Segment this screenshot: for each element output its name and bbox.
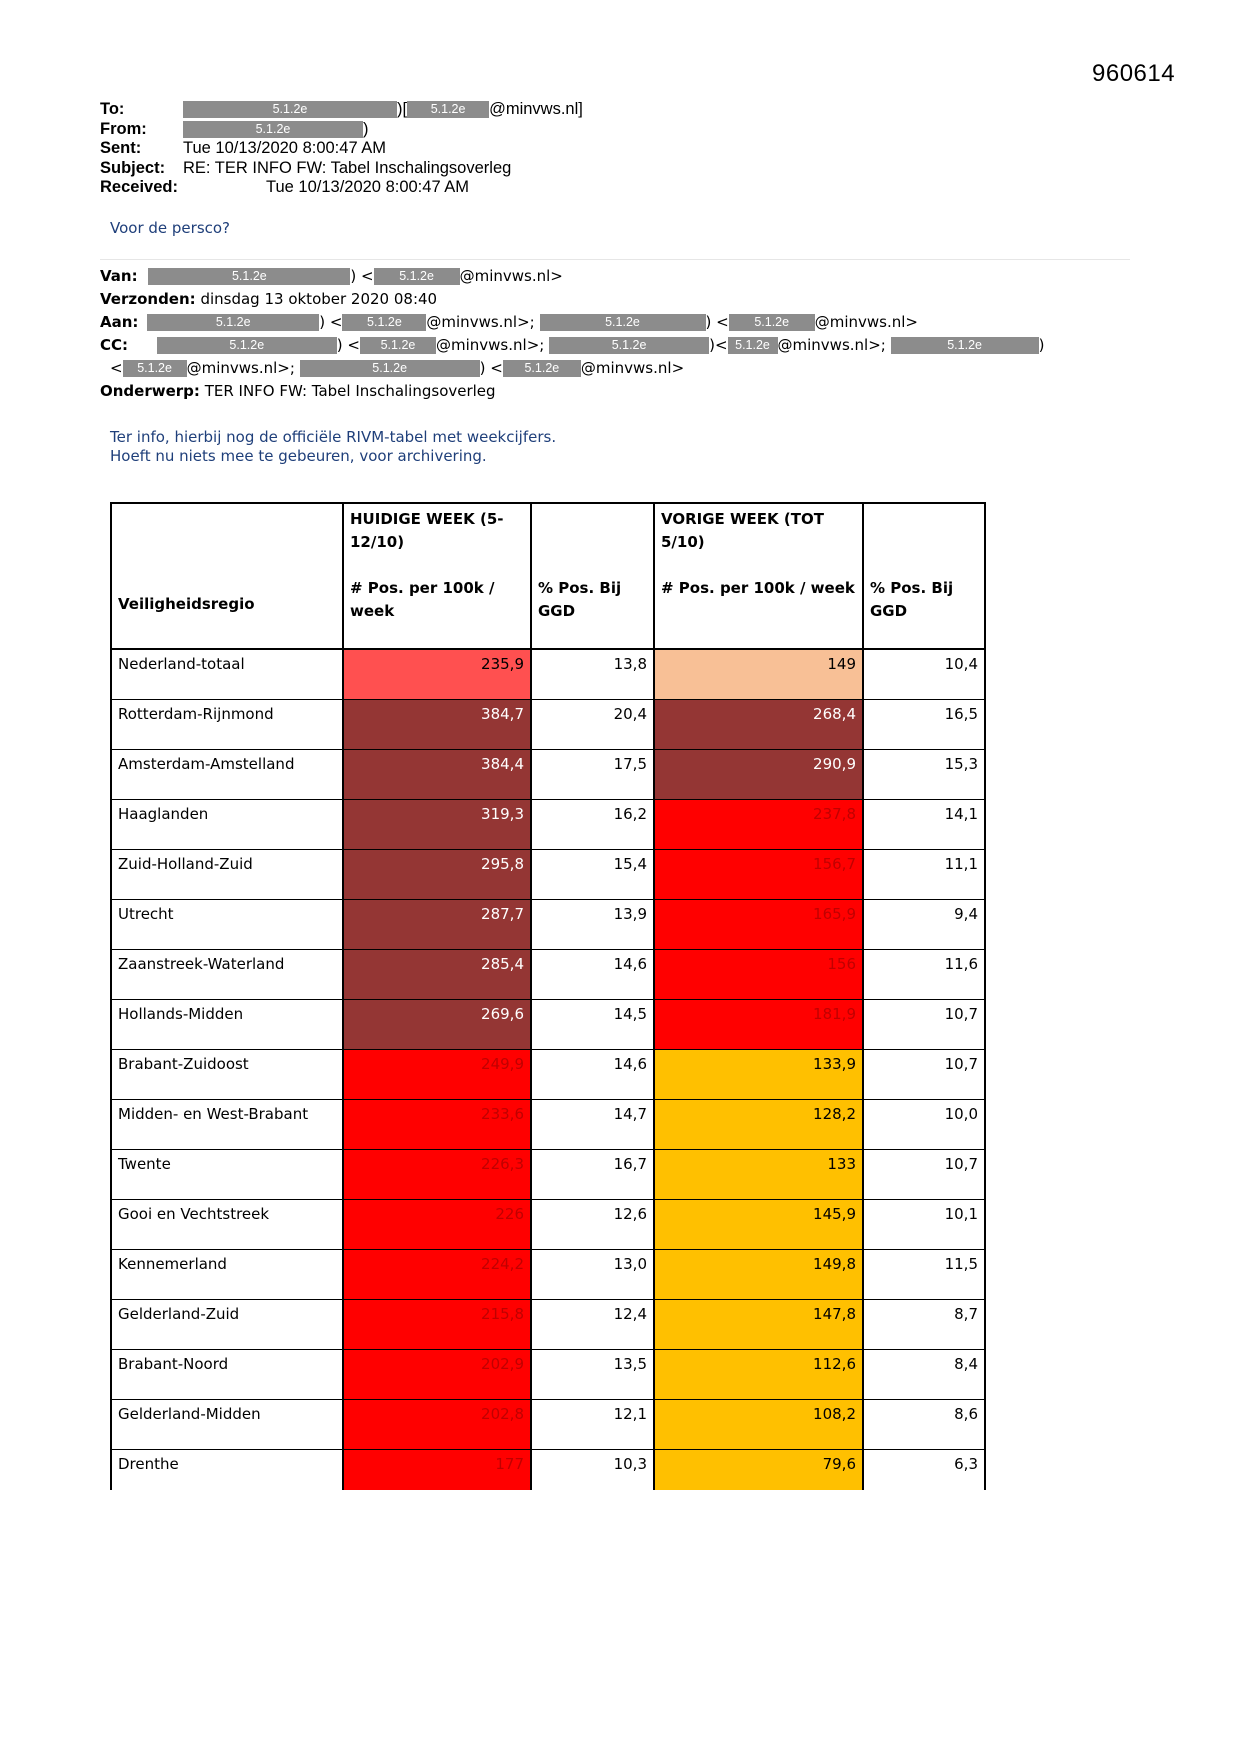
cell-current-per-100k: 384,7 (343, 700, 531, 750)
cell-region: Rotterdam-Rijnmond (111, 700, 343, 750)
header-previous-week (654, 503, 863, 649)
header-previous-week-title: VORIGE WEEK (TOT 5/10) (661, 510, 824, 551)
cell-previous-pct: 10,7 (863, 1000, 985, 1050)
cell-previous-per-100k: 128,2 (654, 1100, 863, 1150)
from-paren: ) (363, 119, 369, 138)
cell-current-per-100k: 319,3 (343, 800, 531, 850)
cell-region: Gooi en Vechtstreek (111, 1200, 343, 1250)
cell-previous-per-100k: 268,4 (654, 700, 863, 750)
cell-previous-pct: 9,4 (863, 900, 985, 950)
cell-region: Zaanstreek-Waterland (111, 950, 343, 1000)
table-row (111, 1100, 985, 1150)
cell-previous-pct: 14,1 (863, 800, 985, 850)
cell-previous-pct: 6,3 (863, 1450, 985, 1491)
cell-current-per-100k: 224,2 (343, 1250, 531, 1300)
cell-previous-per-100k: 156 (654, 950, 863, 1000)
table-row (111, 1000, 985, 1050)
subject-label: Subject: (100, 158, 166, 177)
separator (100, 259, 1130, 260)
subject-value: RE: TER INFO FW: Tabel Inschalingsoverleg (183, 158, 512, 177)
redaction-block: 5.1.2e (148, 268, 350, 285)
cell-current-per-100k: 384,4 (343, 750, 531, 800)
cell-current-per-100k: 269,6 (343, 1000, 531, 1050)
sent-value: Tue 10/13/2020 8:00:47 AM (183, 139, 387, 157)
onderwerp-row (100, 380, 1044, 403)
cell-region: Brabant-Noord (111, 1350, 343, 1400)
cell-current-pct: 16,7 (531, 1150, 654, 1200)
table-row (111, 700, 985, 750)
redaction-block: 5.1.2e (147, 314, 319, 331)
cell-current-pct: 17,5 (531, 750, 654, 800)
table-row (111, 649, 985, 700)
body-line-1: Ter info, hierbij nog de officiële RIVM-tabel met weekcijfers. (110, 428, 557, 446)
cell-previous-per-100k: 112,6 (654, 1350, 863, 1400)
cell-previous-pct: 11,1 (863, 850, 985, 900)
table-row (111, 900, 985, 950)
cell-previous-pct: 10,7 (863, 1050, 985, 1100)
table-row (111, 1250, 985, 1300)
cell-region: Drenthe (111, 1450, 343, 1491)
cell-previous-pct: 8,4 (863, 1350, 985, 1400)
cell-region: Hollands-Midden (111, 1000, 343, 1050)
cell-current-pct: 13,0 (531, 1250, 654, 1300)
cell-current-pct: 12,4 (531, 1300, 654, 1350)
cell-current-pct: 14,5 (531, 1000, 654, 1050)
header-current-week (343, 503, 531, 649)
cell-region: Gelderland-Zuid (111, 1300, 343, 1350)
redaction-block: 5.1.2e (891, 337, 1039, 354)
aan-label: Aan: (100, 313, 139, 331)
header-current-week-title: HUIDIGE WEEK (5-12/10) (350, 510, 504, 551)
cell-current-pct: 13,5 (531, 1350, 654, 1400)
cell-region: Nederland-totaal (111, 649, 343, 700)
cell-previous-pct: 11,5 (863, 1250, 985, 1300)
redaction-block: 5.1.2e (360, 337, 436, 354)
cell-current-per-100k: 202,8 (343, 1400, 531, 1450)
received-value: Tue 10/13/2020 8:00:47 AM (266, 178, 470, 196)
redaction-block: 5.1.2e (503, 360, 581, 377)
table-row (111, 1150, 985, 1200)
cell-previous-per-100k: 156,7 (654, 850, 863, 900)
table-body (111, 649, 985, 1490)
cell-previous-per-100k: 290,9 (654, 750, 863, 800)
cell-previous-per-100k: 147,8 (654, 1300, 863, 1350)
aan-row: Aan: 5.1.2e ) < 5.1.2e @minvws.nl>; 5.1.2e ) < 5.1.2e @minvws.nl> (100, 313, 918, 331)
table-header-row (111, 503, 985, 649)
cell-previous-pct: 10,7 (863, 1150, 985, 1200)
redaction-block: 5.1.2e (183, 121, 363, 138)
redaction-block: 5.1.2e (729, 314, 815, 331)
to-bracket: )[ (397, 100, 408, 118)
cell-region: Haaglanden (111, 800, 343, 850)
cell-previous-pct: 10,1 (863, 1200, 985, 1250)
cell-current-per-100k: 285,4 (343, 950, 531, 1000)
cc-row-2: < 5.1.2e @minvws.nl>; 5.1.2e ) < 5.1.2e @minvws.nl> (110, 359, 685, 377)
sent-label: Sent: (100, 139, 142, 157)
table-row (111, 1050, 985, 1100)
cell-previous-pct: 10,4 (863, 649, 985, 700)
cell-current-pct: 14,6 (531, 950, 654, 1000)
cell-previous-per-100k: 149,8 (654, 1250, 863, 1300)
cell-current-pct: 10,3 (531, 1450, 654, 1491)
cell-current-pct: 16,2 (531, 800, 654, 850)
table-row (111, 750, 985, 800)
table-row (111, 850, 985, 900)
to-domain: @minvws.nl] (489, 100, 583, 118)
cell-current-pct: 14,7 (531, 1100, 654, 1150)
redaction-block: 5.1.2e (549, 337, 709, 354)
table-row (111, 950, 985, 1000)
body-line-2: Hoeft nu niets mee te gebeuren, voor archivering. (110, 447, 487, 465)
cell-previous-per-100k: 133 (654, 1150, 863, 1200)
forwarded-header (100, 265, 1044, 403)
redaction-block: 5.1.2e (342, 314, 426, 331)
cell-previous-pct: 15,3 (863, 750, 985, 800)
redaction-block: 5.1.2e (374, 268, 460, 285)
header-current-metric: # Pos. per 100k / week (350, 579, 495, 620)
cell-current-per-100k: 287,7 (343, 900, 531, 950)
cell-region: Midden- en West-Brabant (111, 1100, 343, 1150)
cell-previous-pct: 16,5 (863, 700, 985, 750)
verzonden-value: dinsdag 13 oktober 2020 08:40 (200, 290, 438, 308)
cell-region: Zuid-Holland-Zuid (111, 850, 343, 900)
cell-current-per-100k: 295,8 (343, 850, 531, 900)
cell-previous-pct: 10,0 (863, 1100, 985, 1150)
van-row: Van: 5.1.2e ) < 5.1.2e @minvws.nl> (100, 267, 563, 285)
cell-current-per-100k: 202,9 (343, 1350, 531, 1400)
cell-previous-pct: 8,6 (863, 1400, 985, 1450)
cell-current-pct: 13,8 (531, 649, 654, 700)
redaction-block: 5.1.2e (157, 337, 337, 354)
cell-previous-per-100k: 237,8 (654, 800, 863, 850)
cell-region: Twente (111, 1150, 343, 1200)
cell-current-pct: 12,6 (531, 1200, 654, 1250)
cell-current-per-100k: 177 (343, 1450, 531, 1491)
cell-previous-per-100k: 79,6 (654, 1450, 863, 1491)
cell-previous-per-100k: 133,9 (654, 1050, 863, 1100)
received-label: Received: (100, 178, 178, 196)
reply-text: Voor de persco? (110, 219, 231, 237)
cell-region: Brabant-Zuidoost (111, 1050, 343, 1100)
cell-current-per-100k: 233,6 (343, 1100, 531, 1150)
cell-previous-per-100k: 108,2 (654, 1400, 863, 1450)
cell-region: Gelderland-Midden (111, 1400, 343, 1450)
from-label: From: (100, 119, 147, 138)
cell-current-per-100k: 226,3 (343, 1150, 531, 1200)
onderwerp-value: TER INFO FW: Tabel Inschalingsoverleg (204, 382, 496, 400)
cell-region: Utrecht (111, 900, 343, 950)
table-row (111, 800, 985, 850)
cell-previous-per-100k: 149 (654, 649, 863, 700)
cell-previous-per-100k: 181,9 (654, 1000, 863, 1050)
page-id: 960614 (1092, 60, 1176, 87)
cell-current-pct: 15,4 (531, 850, 654, 900)
redaction-block: 5.1.2e (407, 101, 489, 118)
table-row (111, 1450, 985, 1491)
cell-previous-per-100k: 165,9 (654, 900, 863, 950)
table-row (111, 1300, 985, 1350)
cc-row: CC: 5.1.2e ) < 5.1.2e @minvws.nl>; 5.1.2e )< 5.1.2e @minvws.nl>; 5.1.2e ) (100, 336, 1045, 354)
to-label: To: (100, 100, 125, 118)
redaction-block: 5.1.2e (728, 337, 778, 354)
cc-label: CC: (100, 336, 129, 354)
cell-region: Amsterdam-Amstelland (111, 750, 343, 800)
header-previous-pct: % Pos. Bij GGD (863, 503, 985, 649)
cell-current-per-100k: 235,9 (343, 649, 531, 700)
header-current-pct: % Pos. Bij GGD (531, 503, 654, 649)
verzonden-label: Verzonden: (100, 290, 196, 308)
verzonden-row (100, 288, 1044, 311)
table-row (111, 1350, 985, 1400)
redaction-block: 5.1.2e (300, 360, 480, 377)
rivm-table (110, 502, 986, 1490)
van-label: Van: (100, 267, 138, 285)
header-region: Veiligheidsregio (111, 503, 343, 649)
cell-current-per-100k: 215,8 (343, 1300, 531, 1350)
cell-region: Kennemerland (111, 1250, 343, 1300)
table-row (111, 1400, 985, 1450)
cell-previous-pct: 11,6 (863, 950, 985, 1000)
cell-current-per-100k: 226 (343, 1200, 531, 1250)
cell-previous-pct: 8,7 (863, 1300, 985, 1350)
onderwerp-label: Onderwerp: (100, 382, 200, 400)
cell-current-pct: 20,4 (531, 700, 654, 750)
table-row (111, 1200, 985, 1250)
redaction-block: 5.1.2e (183, 101, 397, 118)
cell-previous-per-100k: 145,9 (654, 1200, 863, 1250)
redaction-block: 5.1.2e (540, 314, 706, 331)
cell-current-pct: 12,1 (531, 1400, 654, 1450)
cell-current-per-100k: 249,9 (343, 1050, 531, 1100)
cell-current-pct: 13,9 (531, 900, 654, 950)
header-previous-metric: # Pos. per 100k / week (661, 579, 855, 597)
redaction-block: 5.1.2e (123, 360, 187, 377)
cell-current-pct: 14,6 (531, 1050, 654, 1100)
